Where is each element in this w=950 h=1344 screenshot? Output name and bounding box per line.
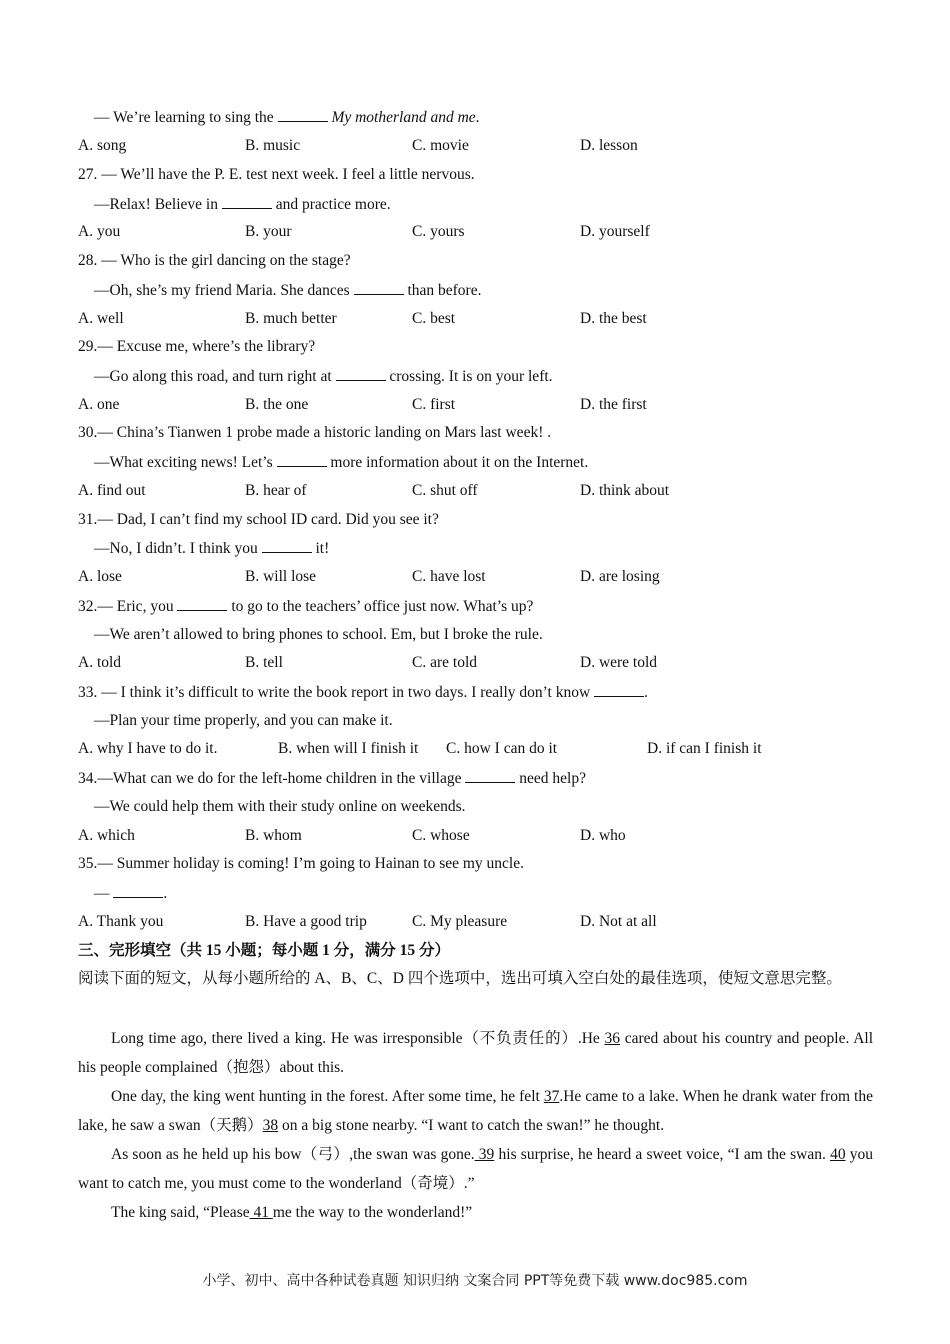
q32-option-c: C. are told: [412, 654, 477, 671]
q28-question: 28. — Who is the girl dancing on the stage?: [78, 252, 351, 269]
q28-option-b: B. much better: [245, 310, 337, 327]
answer-blank: [594, 682, 644, 697]
q34-option-a: A. which: [78, 827, 135, 844]
q28-reply: —Oh, she’s my friend Maria. She dances than before.: [94, 282, 482, 299]
q30-option-b: B. hear of: [245, 482, 307, 499]
q31-question: 31.— Dad, I can’t find my school ID card. Did you see it?: [78, 511, 439, 528]
q27-option-a: A. you: [78, 223, 121, 240]
answer-blank: [277, 452, 327, 467]
answer-blank: [262, 538, 312, 553]
q29-option-d: D. the first: [580, 396, 647, 413]
q30-reply: —What exciting news! Let’s more information about it on the Internet.: [94, 454, 589, 471]
q35-option-a: A. Thank you: [78, 913, 164, 930]
q32-option-d: D. were told: [580, 654, 658, 671]
q33-question: 33. — I think it’s difficult to write the book report in two days. I really don’t know .: [78, 684, 648, 701]
q35-reply: — .: [94, 885, 168, 902]
q34-question: 34.—What can we do for the left-home children in the village need help?: [78, 770, 586, 787]
answer-blank: [177, 596, 227, 611]
answer-blank: [336, 366, 386, 381]
passage-paragraph-3: As soon as he held up his bow（弓）,the swan was gone. 39 his surprise, he heard a sweet voice, “I am the swan. 40 you want to catch me, you must come to the wonderland（奇境）.”: [78, 1146, 874, 1192]
answer-blank: [113, 883, 163, 898]
q29-option-a: A. one: [78, 396, 120, 413]
q29-reply: —Go along this road, and turn right at crossing. It is on your left.: [94, 368, 553, 385]
blank-number: 37: [543, 1088, 560, 1105]
q29-option-c: C. first: [412, 396, 456, 413]
q27-option-c: C. yours: [412, 223, 465, 240]
q29-question: 29.— Excuse me, where’s the library?: [78, 338, 316, 355]
q26-option-d: D. lesson: [580, 137, 638, 154]
q31-option-c: C. have lost: [412, 568, 486, 585]
q29-option-b: B. the one: [245, 396, 309, 413]
page-footer: 小学、初中、高中各种试卷真题 知识归纳 文案合同 PPT等免费下载 www.doc985.com: [202, 1273, 748, 1289]
q27-option-d: D. yourself: [580, 223, 650, 240]
q33-option-c: C. how I can do it: [446, 740, 558, 757]
q35-option-b: B. Have a good trip: [245, 913, 367, 930]
q34-option-d: D. who: [580, 827, 626, 844]
q27-reply: —Relax! Believe in and practice more.: [94, 196, 391, 213]
q35-question: 35.— Summer holiday is coming! I’m going to Hainan to see my uncle.: [78, 855, 524, 872]
q26-option-c: C. movie: [412, 137, 469, 154]
q33-reply: —Plan your time properly, and you can make it.: [94, 712, 393, 729]
q30-option-c: C. shut off: [412, 482, 478, 499]
q31-option-a: A. lose: [78, 568, 122, 585]
q32-reply: —We aren’t allowed to bring phones to school. Em, but I broke the rule.: [94, 626, 543, 643]
passage-paragraph-4: The king said, “Please 41 me the way to the wonderland!”: [111, 1204, 473, 1221]
q31-option-b: B. will lose: [245, 568, 317, 585]
q33-option-b: B. when will I finish it: [278, 740, 419, 757]
answer-blank: [222, 194, 272, 209]
q32-option-b: B. tell: [245, 654, 283, 671]
section-instruction: 阅读下面的短文，从每小题所给的 A、B、C、D 四个选项中，选出可填入空白处的最佳选项，使短文意思完整。: [78, 970, 842, 987]
passage-paragraph-1: Long time ago, there lived a king. He was irresponsible（不负责任的）.He 36 cared about his country and people. All his people complained（抱怨）about this.: [78, 1030, 873, 1076]
q33-option-a: A. why I have to do it.: [78, 740, 218, 757]
q27-option-b: B. your: [245, 223, 292, 240]
blank-number: 40: [830, 1146, 846, 1163]
q31-reply: —No, I didn’t. I think you it!: [94, 540, 330, 557]
blank-number: 41: [249, 1204, 273, 1221]
q28-option-a: A. well: [78, 310, 124, 327]
blank-number: 39: [474, 1146, 495, 1163]
q31-option-d: D. are losing: [580, 568, 660, 585]
q26-option-b: B. music: [245, 137, 301, 154]
q33-option-d: D. if can I finish it: [647, 740, 762, 757]
q28-option-d: D. the best: [580, 310, 647, 327]
q34-reply: —We could help them with their study online on weekends.: [94, 798, 466, 815]
q32-question: 32.— Eric, you to go to the teachers’ office just now. What’s up?: [78, 598, 534, 615]
answer-blank: [354, 280, 404, 295]
q35-option-d: D. Not at all: [580, 913, 657, 930]
q35-option-c: C. My pleasure: [412, 913, 508, 930]
section-title: 三、完形填空（共 15 小题；每小题 1 分，满分 15 分）: [78, 942, 451, 959]
answer-blank: [278, 107, 328, 122]
q32-option-a: A. told: [78, 654, 122, 671]
answer-blank: [465, 768, 515, 783]
q34-option-c: C. whose: [412, 827, 470, 844]
q27-question: 27. — We’ll have the P. E. test next week. I feel a little nervous.: [78, 166, 475, 183]
q28-option-c: C. best: [412, 310, 456, 327]
blank-number: 36: [604, 1030, 620, 1047]
passage-paragraph-2: One day, the king went hunting in the forest. After some time, he felt 37.He came to a lake. When he drank water from the lake, he saw a swan（天鹅）38 on a big stone nearby. “I want to catch the swan!” he thought.: [78, 1088, 873, 1134]
q30-option-a: A. find out: [78, 482, 146, 499]
q26-line: — We’re learning to sing the My motherland and me.: [94, 109, 480, 126]
q34-option-b: B. whom: [245, 827, 302, 844]
q30-question: 30.— China’s Tianwen 1 probe made a historic landing on Mars last week! .: [78, 424, 552, 441]
q30-option-d: D. think about: [580, 482, 670, 499]
q26-option-a: A. song: [78, 137, 127, 154]
blank-number: 38: [262, 1117, 279, 1134]
